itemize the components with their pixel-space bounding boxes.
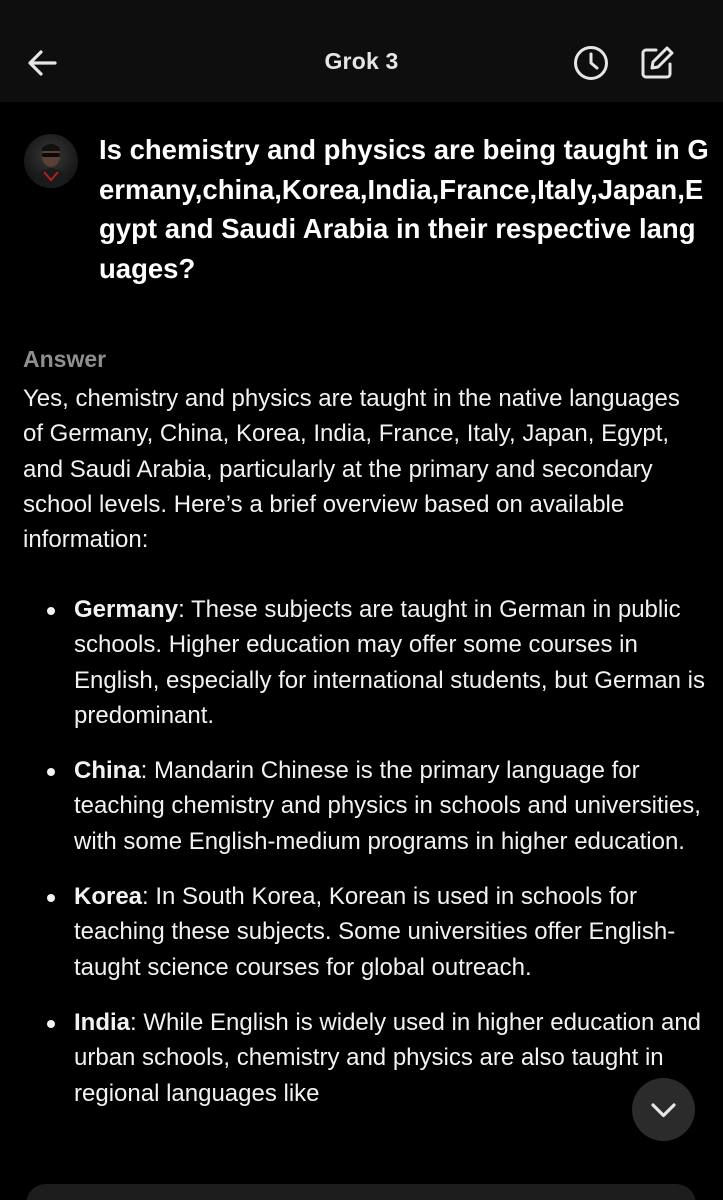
answer-label: Answer <box>23 346 107 372</box>
list-item <box>23 753 713 859</box>
top-bar <box>0 0 723 102</box>
edit-icon <box>636 42 678 84</box>
country-name: Korea <box>74 883 143 911</box>
bullet-icon <box>47 894 55 902</box>
country-text: : While English is widely used in higher education and urban schools, chemistry and physics are also taught in regional languages like <box>74 1008 702 1107</box>
bullet-icon <box>47 607 55 615</box>
country-text: : In South Korea, Korean is used in schools for teaching these subjects. Some universities offer English-taught science courses for global outreach. <box>74 883 676 981</box>
message-input-bar[interactable] <box>26 1184 696 1200</box>
history-button[interactable] <box>570 42 612 84</box>
list-item <box>23 592 713 733</box>
bullet-icon <box>47 1020 55 1028</box>
list-item <box>23 1005 713 1111</box>
country-name: India <box>74 1008 131 1036</box>
answer-list <box>23 592 713 1131</box>
clock-icon <box>570 42 612 84</box>
country-text: : Mandarin Chinese is the primary language for teaching chemistry and physics in schools and universities, with some English-medium programs in higher education. <box>74 757 701 855</box>
country-text: : These subjects are taught in German in public schools. Higher education may offer some courses in English, especially for international students, but German is predominant. <box>74 596 705 729</box>
list-item <box>23 879 713 985</box>
answer-intro: Yes, chemistry and physics are taught in the native languages of Germany, China, Korea, India, France, Italy, Japan, Egypt, and Saudi Arabia, particularly at the primary and secondary school levels. Here’s a brief overview based on available information: <box>23 385 680 554</box>
country-name: China <box>74 757 141 785</box>
page-title: Grok 3 <box>324 48 399 74</box>
scroll-down-button[interactable] <box>632 1078 695 1141</box>
bullet-icon <box>47 768 55 776</box>
user-question: Is chemistry and physics are being taught in Germany,china,Korea,India,France,Italy,Japan,Egypt and Saudi Arabia in their respective languages? <box>99 134 709 284</box>
country-name: Germany <box>74 596 179 623</box>
chevron-down-icon <box>632 1078 695 1141</box>
new-chat-button[interactable] <box>636 42 678 84</box>
user-photo-icon <box>24 134 78 188</box>
avatar <box>24 134 78 188</box>
